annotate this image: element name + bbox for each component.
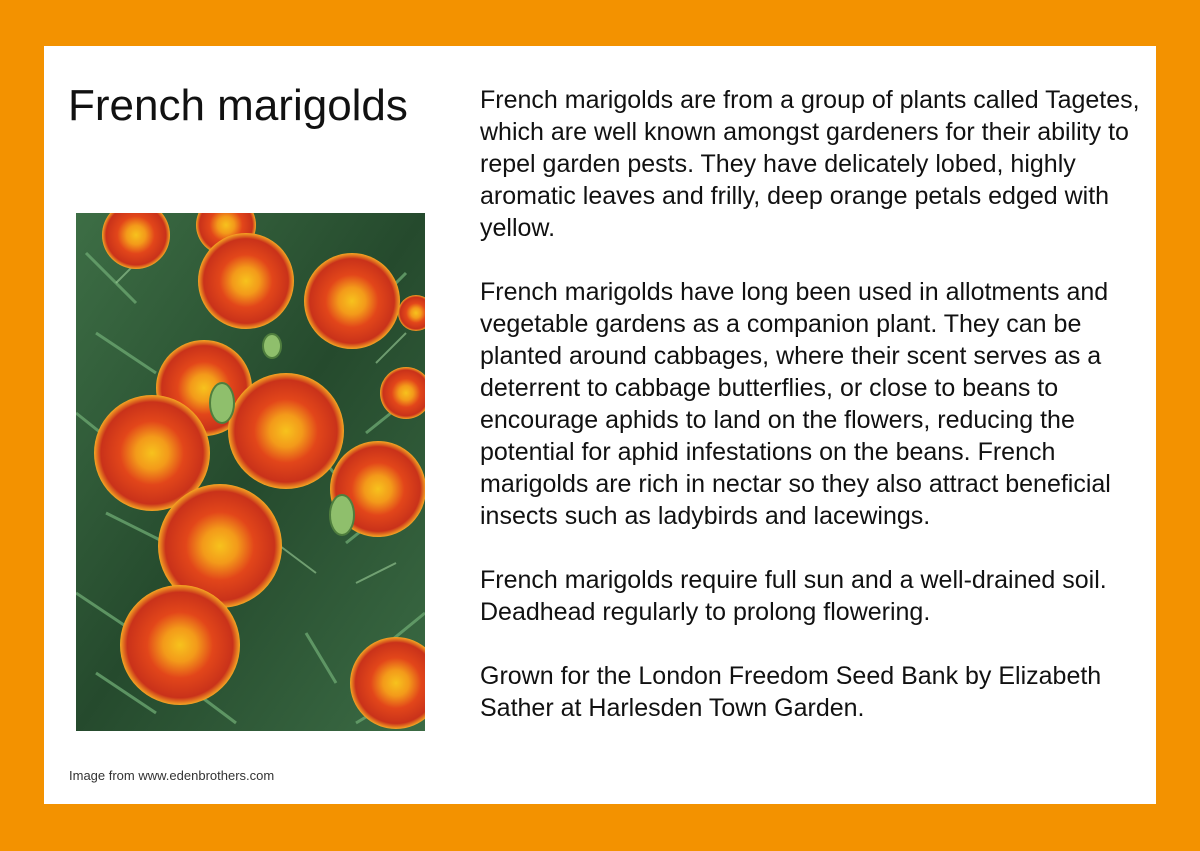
description: [480, 84, 1140, 756]
paragraph-intro: French marigolds are from a group of plants called Tagetes, which are well known amongst gardeners for their ability to repel garden pests. They have delicately lobed, highly aromatic leaves and frilly, deep orange petals edged with yellow.: [480, 86, 1140, 242]
marigold-photo: [76, 213, 425, 731]
image-credit: Image from www.edenbrothers.com: [69, 768, 275, 783]
marigold-illustration: [76, 213, 425, 731]
paragraph-growing-conditions: French marigolds require full sun and a well-drained soil. Deadhead regularly to prolong flowering.: [480, 566, 1107, 626]
info-card: [44, 46, 1156, 804]
card-title: French marigolds: [68, 81, 408, 130]
paragraph-grower-credit: Grown for the London Freedom Seed Bank by Elizabeth Sather at Harlesden Town Garden.: [480, 662, 1102, 722]
paragraph-companion-planting: French marigolds have long been used in allotments and vegetable gardens as a companion plant. They can be planted around cabbages, where their scent serves as a deterrent to cabbage butterflies, or close to beans to encourage aphids to land on the flowers, reducing the potential for aphid infestations on the beans. French marigolds are rich in nectar so they also attract beneficial insects such as ladybirds and lacewings.: [480, 278, 1111, 530]
